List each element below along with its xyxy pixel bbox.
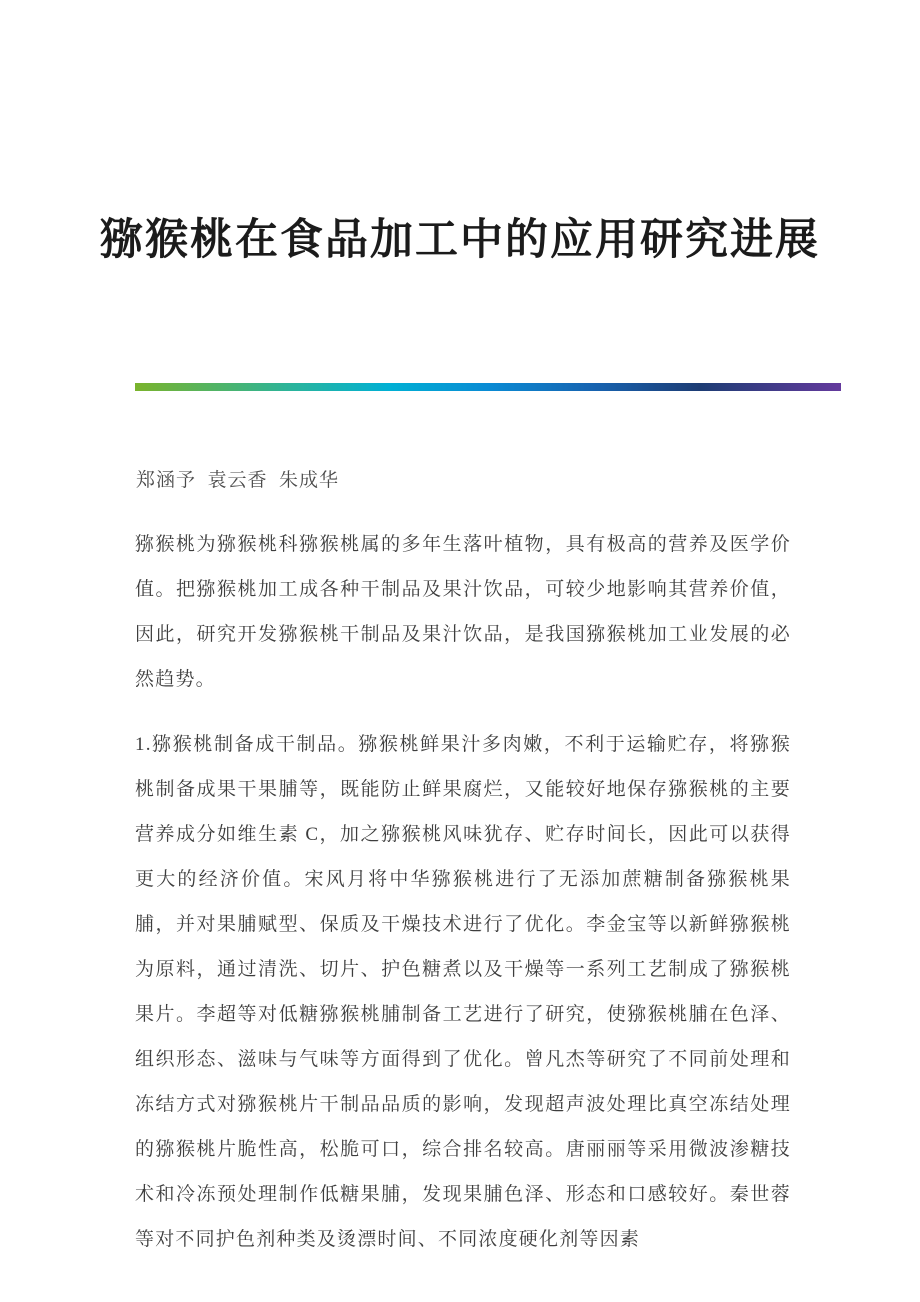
paragraph-intro: 猕猴桃为猕猴桃科猕猴桃属的多年生落叶植物，具有极高的营养及医学价值。把猕猴桃加工成各种干制品及果汁饮品，可较少地影响其营养价值，因此，研究开发猕猴桃干制品及果汁饮品，是我国猕猴桃加工业发展的必然趋势。 bbox=[135, 534, 791, 690]
page-title: 猕猴桃在食品加工中的应用研究进展 bbox=[100, 217, 820, 264]
author-line: 郑涵予 袁云香 朱成华 bbox=[136, 470, 340, 491]
paragraph-dried-products: 1.猕猴桃制备成干制品。猕猴桃鲜果汁多肉嫩，不利于运输贮存，将猕猴桃制备成果干果脯等，既能防止鲜果腐烂，又能较好地保存猕猴桃的主要营养成分如维生素 C，加之猕猴桃风味犹存、贮存时间长，因此可以获得更大的经济价值。宋风月将中华猕猴桃进行了无添加蔗糖制备猕猴桃果脯，并对果脯赋型、保质及干燥技术进行了优化。李金宝等以新鲜猕猴桃为原料，通过清洗、切片、护色糖煮以及干燥等一系列工艺制成了猕猴桃果片。李超等对低糖猕猴桃脯制备工艺进行了研究，使猕猴桃脯在色泽、组织形态、滋味与气味等方面得到了优化。曾凡杰等研究了不同前处理和冻结方式对猕猴桃片干制品品质的影响，发现超声波处理比真空冻结处理的猕猴桃片脆性高，松脆可口，综合排名较高。唐丽丽等采用微波渗糖技术和冷冻预处理制作低糖果脯，发现果脯色泽、形态和口感较好。秦世蓉等对不同护色剂种类及烫漂时间、不同浓度硬化剂等因素 bbox=[135, 734, 791, 1250]
article-body bbox=[135, 522, 791, 1282]
gradient-divider bbox=[135, 383, 841, 391]
